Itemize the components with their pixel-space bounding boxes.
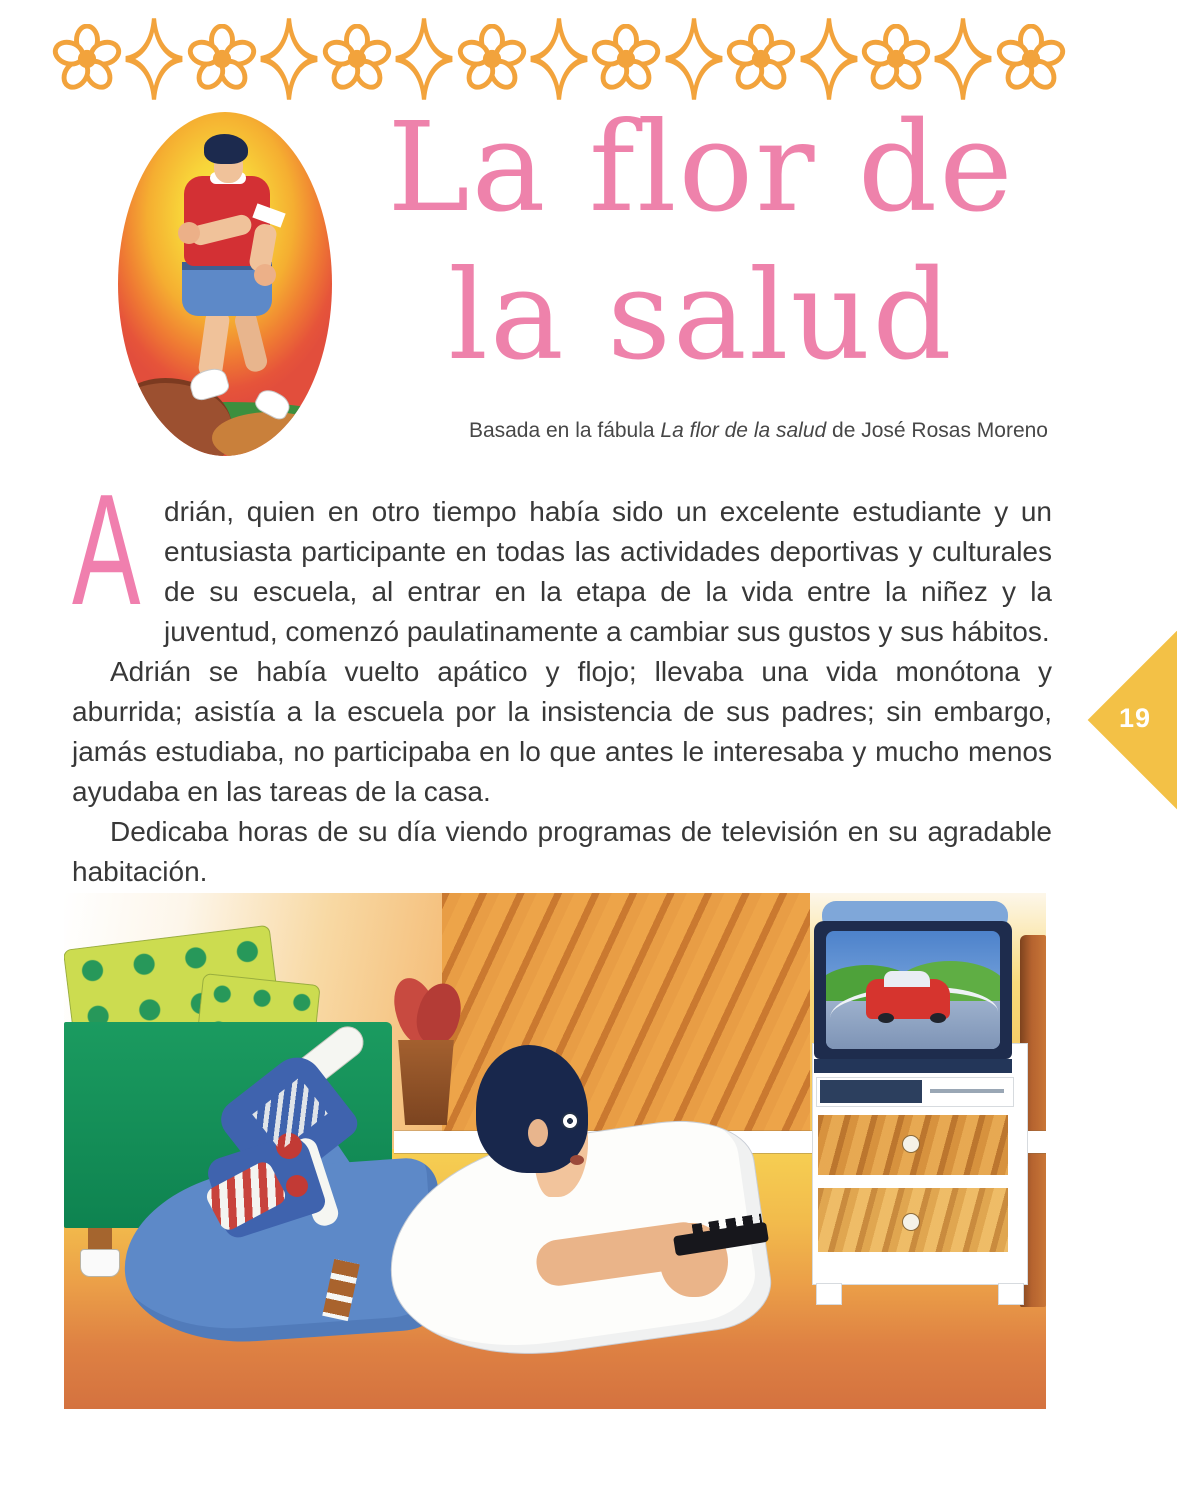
flower-ornament-icon [726, 24, 796, 94]
ornament-bar [52, 16, 1066, 102]
diamond-ornament-icon [664, 16, 724, 102]
attribution-suffix: de José Rosas Moreno [826, 419, 1048, 442]
runner-front-shoe [187, 365, 231, 402]
flower-ornament-icon [322, 24, 392, 94]
tv-screen [826, 931, 1000, 1049]
drawer-knob [902, 1135, 920, 1153]
tv-stand-foot [816, 1283, 842, 1305]
attribution-line [340, 419, 1048, 443]
story-paragraph-1 [72, 462, 1052, 652]
runner-oval-illustration [118, 112, 332, 456]
vcr-unit [820, 1080, 922, 1103]
flower-ornament-icon [591, 24, 661, 94]
diamond-ornament-icon [394, 16, 454, 102]
story-paragraph-3: Dedicaba horas de su día viendo programas de televisión en su agradable habitación. [72, 816, 1052, 887]
story-paragraph-2: Adrián se había vuelto apático y flojo; llevaba una vida monótona y aburrida; asistía a la escuela por la insistencia de sus padres; sin embargo, jamás estudiaba, no participaba en lo que antes le interesaba y mucho menos ayudaba en las tareas de la casa. [72, 656, 1052, 807]
runner-fist-side [254, 264, 276, 286]
page-number: 19 [1118, 703, 1151, 733]
dropcap-letter: A [72, 462, 141, 638]
couch-leg-cup [80, 1249, 120, 1277]
runner-fist-front [178, 222, 200, 244]
flower-ornament-icon [861, 24, 931, 94]
paragraph-1-text: drián, quien en otro tiempo había sido un excelente estudiante y un entusiasta participante en todas las actividades deportivas y culturales de su escuela, al entrar en la etapa de la vida entre la niñez y la juventud, comenzó paulatinamente a cambiar sus gustos y sus hábitos. [164, 496, 1052, 647]
boy-eye [561, 1112, 579, 1130]
tv-stand-foot [998, 1283, 1024, 1305]
boy-mouth [570, 1155, 584, 1165]
diamond-ornament-icon [124, 16, 184, 102]
screen-car-windshield [884, 971, 930, 987]
screen-car-wheel [930, 1013, 946, 1023]
plant-pot [397, 1040, 455, 1125]
diamond-ornament-icon [933, 16, 993, 102]
runner-hair [204, 134, 248, 164]
flower-ornament-icon [52, 24, 122, 94]
story-text [72, 462, 1052, 892]
diamond-ornament-icon [259, 16, 319, 102]
attribution-prefix: Basada en la fábula [468, 419, 661, 442]
title-line-2: la salud [448, 244, 954, 388]
flower-ornament-icon [996, 24, 1066, 94]
diamond-ornament-icon [799, 16, 859, 102]
tv-base-strip [814, 1059, 1012, 1073]
diamond-ornament-icon [529, 16, 589, 102]
sneaker-red-patch [286, 1175, 308, 1197]
runner-back-leg [233, 308, 269, 373]
screen-car-wheel [878, 1013, 894, 1023]
boy-ear [528, 1119, 548, 1147]
attribution-work-title: La flor de la salud [660, 419, 827, 442]
vcr-slot [930, 1089, 1004, 1093]
flower-ornament-icon [187, 24, 257, 94]
flower-ornament-icon [457, 24, 527, 94]
drawer-knob [902, 1213, 920, 1231]
title-line-1: La flor de [387, 96, 1015, 240]
scene-illustration [64, 893, 1046, 1409]
page-title [320, 94, 1082, 390]
dirt-mound [212, 412, 330, 456]
